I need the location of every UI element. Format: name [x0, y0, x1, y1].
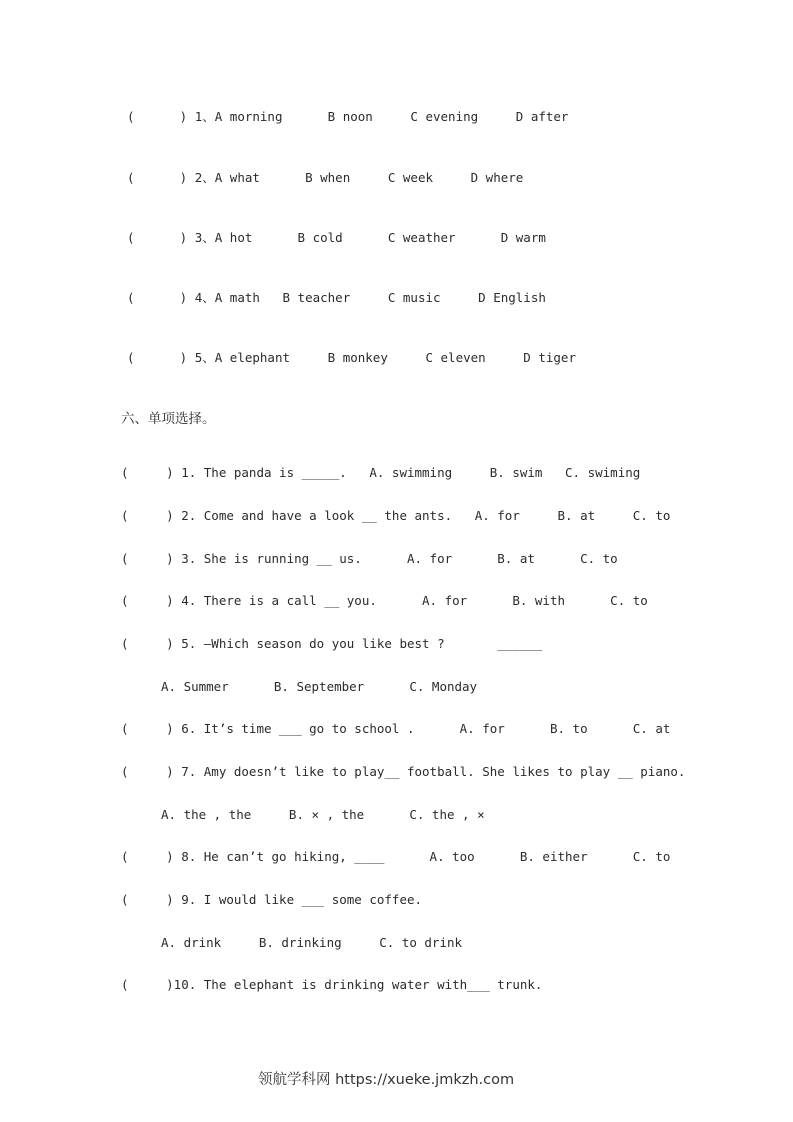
- part6-question-7: ( ) 7. Amy doesn’t like to play__ football. She likes to play __ piano.: [121, 764, 686, 779]
- part6-question-4: ( ) 4. There is a call __ you. A. for B. with C. to: [121, 593, 648, 608]
- part5-question-3: ( ) 3、A hot B cold C weather D warm: [127, 230, 546, 245]
- part5-question-1: ( ) 1、A morning B noon C evening D after: [127, 109, 569, 124]
- part6-question-10: ( )10. The elephant is drinking water with___ trunk.: [121, 977, 543, 992]
- part6-question-7-options: A. the , the B. × , the C. the , ×: [161, 807, 485, 822]
- part6-question-2: ( ) 2. Come and have a look __ the ants. A. for B. at C. to: [121, 508, 671, 523]
- part6-question-1: ( ) 1. The panda is _____. A. swimming B. swim C. swiming: [121, 465, 641, 480]
- part6-question-6: ( ) 6. It’s time ___ go to school . A. for B. to C. at: [121, 721, 671, 736]
- part6-question-9: ( ) 9. I would like ___ some coffee.: [121, 892, 423, 907]
- part6-question-5: ( ) 5. —Which season do you like best ? ______: [121, 636, 543, 651]
- part6-question-5-options: A. Summer B. September C. Monday: [161, 679, 478, 694]
- part5-question-2: ( ) 2、A what B when C week D where: [127, 170, 524, 185]
- part5-question-5: ( ) 5、A elephant B monkey C eleven D tiger: [127, 350, 576, 365]
- section-heading: 六、单项选择。: [121, 411, 216, 427]
- footer-watermark: 领航学科网 https://xueke.jmkzh.com: [258, 1072, 515, 1088]
- part5-question-4: ( ) 4、A math B teacher C music D English: [127, 290, 546, 305]
- part6-question-8: ( ) 8. He can’t go hiking, ____ A. too B. either C. to: [121, 849, 671, 864]
- part6-question-9-options: A. drink B. drinking C. to drink: [161, 935, 463, 950]
- part6-question-3: ( ) 3. She is running __ us. A. for B. at C. to: [121, 551, 618, 566]
